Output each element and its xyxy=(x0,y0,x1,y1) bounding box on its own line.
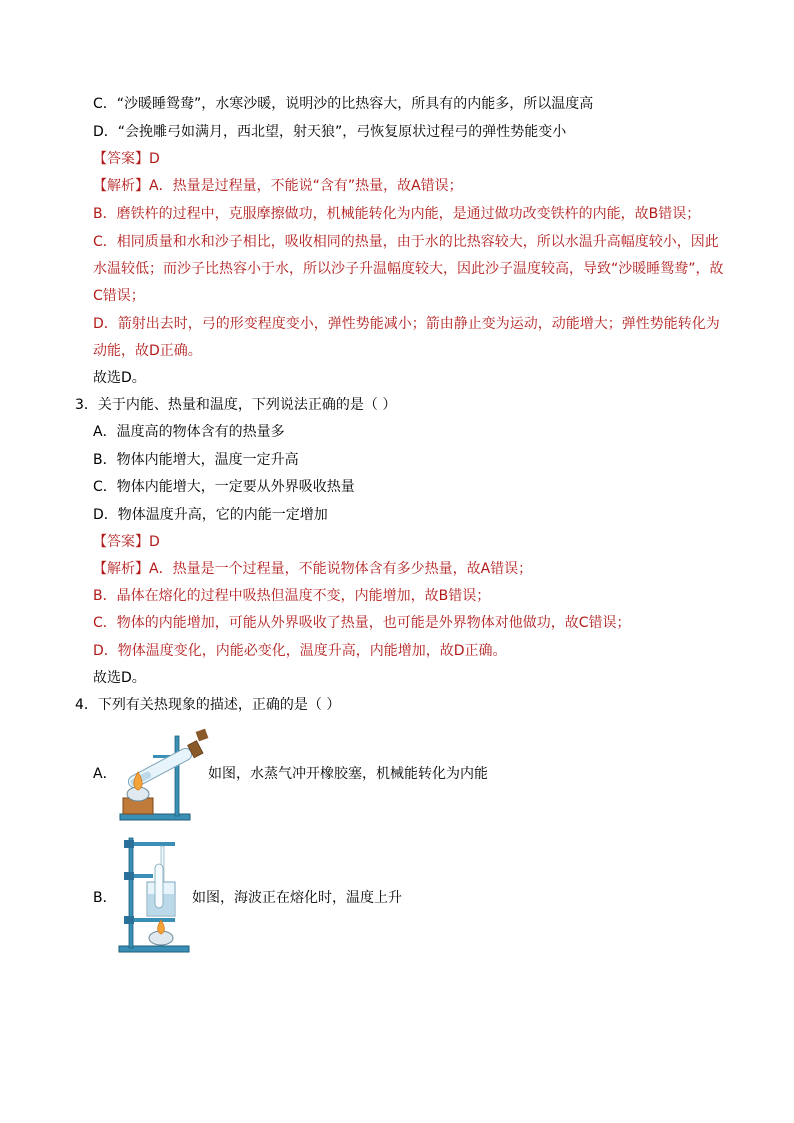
q2-analysis-d2: 动能，故D正确。 xyxy=(93,343,202,359)
q4-option-b-text: 如图，海波正在熔化时，温度上升 xyxy=(192,890,402,906)
q2-analysis-c2: 水温较低；而沙子比热容小于水，所以沙子升温幅度较大，因此沙子温度较高，导致“沙暖睡鸳鸯”，故 xyxy=(93,261,724,277)
q3-analysis-c: C．物体的内能增加，可能从外界吸收了热量，也可能是外界物体对他做功，故C错误； xyxy=(93,615,631,631)
q3-answer: 【答案】D xyxy=(93,534,160,550)
q4-option-a-letter: A． xyxy=(93,766,117,782)
q2-analysis-c3: C错误； xyxy=(93,288,145,304)
q3-option-b: B．物体内能增大，温度一定升高 xyxy=(93,452,299,468)
q4-option-a-text: 如图，水蒸气冲开橡胶塞，机械能转化为内能 xyxy=(208,766,488,782)
q3-stem: 3．关于内能、热量和温度，下列说法正确的是（ ） xyxy=(75,397,397,413)
q2-analysis-b: B．磨铁杵的过程中，克服摩擦做功，机械能转化为内能，是通过做功改变铁杵的内能，故B错误； xyxy=(93,206,701,222)
steam-stopper-apparatus-figure xyxy=(115,728,210,823)
q3-analysis-d: D．物体温度变化，内能必变化，温度升高，内能增加，故D正确。 xyxy=(93,643,507,659)
q3-analysis-a: 【解析】A．热量是一个过程量，不能说物体含有多少热量，故A错误； xyxy=(93,561,533,577)
q2-option-c: C．“沙暖睡鸳鸯”，水寒沙暖，说明沙的比热容大，所具有的内能多，所以温度高 xyxy=(93,96,594,112)
q3-option-c: C．物体内能增大，一定要从外界吸收热量 xyxy=(93,479,355,495)
q2-option-d: D．“会挽雕弓如满月，西北望，射天狼”，弓恢复原状过程弓的弹性势能变小 xyxy=(93,124,567,140)
melting-apparatus-figure xyxy=(117,834,192,954)
q2-analysis-a: 【解析】A．热量是过程量，不能说“含有”热量，故A错误； xyxy=(93,178,463,194)
q3-option-a: A．温度高的物体含有的热量多 xyxy=(93,424,285,440)
q3-option-d: D．物体温度升高，它的内能一定增加 xyxy=(93,507,328,523)
q2-answer: 【答案】D xyxy=(93,151,160,167)
q2-analysis-c1: C．相同质量和水和沙子相比，吸收相同的热量，由于水的比热容较大，所以水温升高幅度较小，因此 xyxy=(93,234,719,250)
q4-option-b-letter: B． xyxy=(93,890,117,906)
q3-choose: 故选D。 xyxy=(93,670,146,686)
q2-choose: 故选D。 xyxy=(93,370,146,386)
q2-analysis-d1: D．箭射出去时，弓的形变程度变小，弹性势能减小；箭由静止变为运动，动能增大；弹性势能转化为 xyxy=(93,316,720,332)
q3-analysis-b: B．晶体在熔化的过程中吸热但温度不变，内能增加，故B错误； xyxy=(93,588,491,604)
q4-stem: 4．下列有关热现象的描述，正确的是（ ） xyxy=(75,697,341,713)
